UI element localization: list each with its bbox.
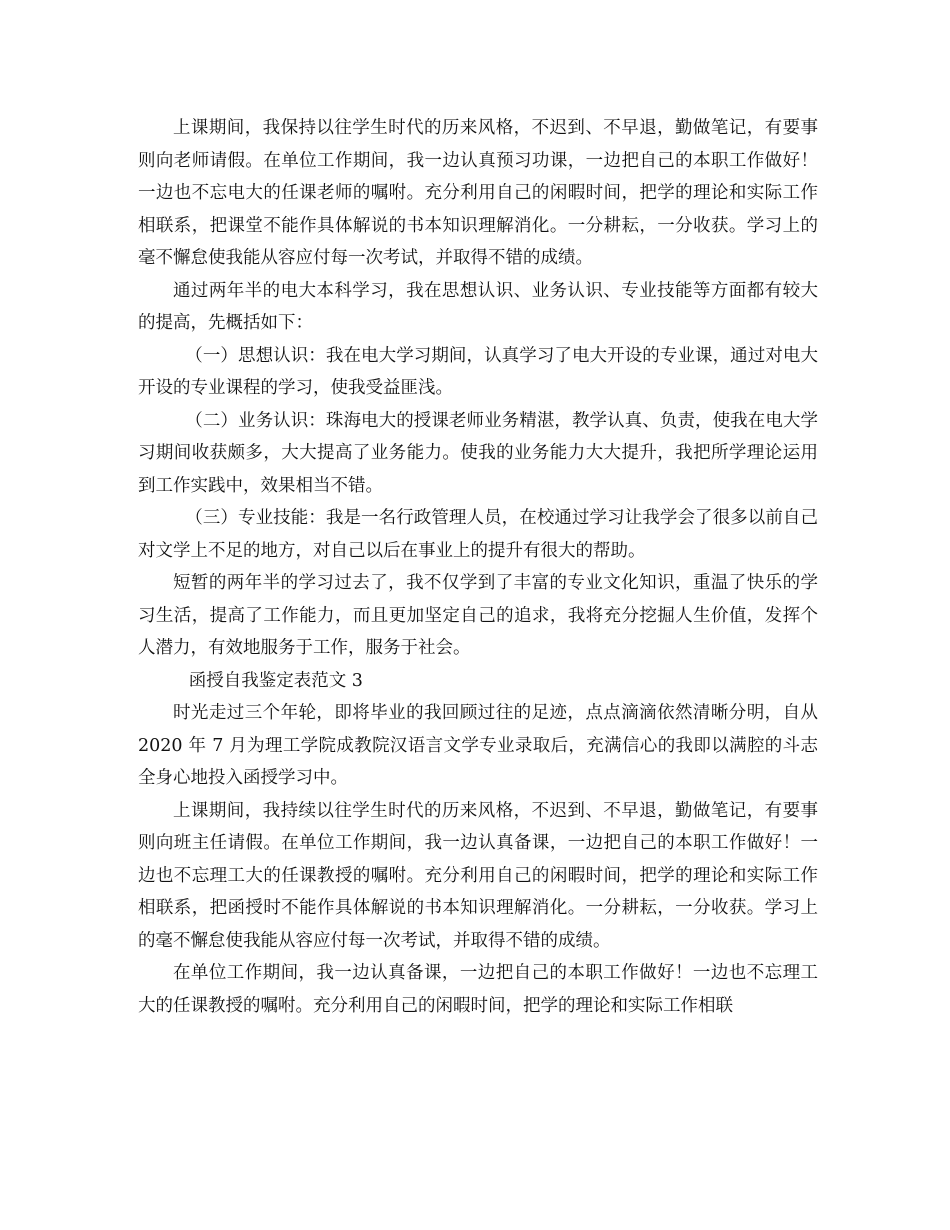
paragraph-study-conclusion: 短暂的两年半的学习过去了，我不仅学到了丰富的专业文化知识，重温了快乐的学习生活，提高了工作能力，而且更加坚定自己的追求，我将充分挖掘人生价值，发挥个人潜力，有效地服务于工作，服务于社会。	[138, 573, 818, 658]
paragraph-ideological-understanding: （一）思想认识：我在电大学习期间，认真学习了电大开设的专业课，通过对电大开设的专业课程的学习，使我受益匪浅。	[138, 345, 818, 398]
section-heading-sample-3: 函授自我鉴定表范文 3	[188, 670, 363, 691]
paragraph-business-understanding: （二）业务认识：珠海电大的授课老师业务精湛，教学认真、负责，使我在电大学习期间收获颇多，大大提高了业务能力。使我的业务能力大大提升，我把所学理论运用到工作实践中，效果相当不错。	[138, 410, 818, 496]
paragraph-study-summary-intro: 通过两年半的电大本科学习，我在思想认识、业务认识、专业技能等方面都有较大的提高，先概括如下：	[138, 280, 818, 333]
paragraph-class-attendance-2: 上课期间，我持续以往学生时代的历来风格，不迟到、不早退，勤做笔记，有要事则向班主任请假。在单位工作期间，我一边认真备课，一边把自己的本职工作做好！一边也不忘理工大的任课教授的嘱咐。充分利用自己的闲暇时间，把学的理论和实际工作相联系，把函授时不能作具体解说的书本知识理解消化。一分耕耘，一分收获。学习上的毫不懈怠使我能从容应付每一次考试，并取得不错的成绩。	[138, 800, 818, 951]
paragraph-work-period: 在单位工作期间，我一边认真备课，一边把自己的本职工作做好！一边也不忘理工大的任课教授的嘱咐。充分利用自己的闲暇时间，把学的理论和实际工作相联	[138, 963, 818, 1016]
paragraph-professional-skills: （三）专业技能：我是一名行政管理人员，在校通过学习让我学会了很多以前自己对文学上不足的地方，对自己以后在事业上的提升有很大的帮助。	[138, 508, 818, 561]
paragraph-class-attendance: 上课期间，我保持以往学生时代的历来风格，不迟到、不早退，勤做笔记，有要事则向老师请假。在单位工作期间，我一边认真预习功课，一边把自己的本职工作做好！一边也不忘电大的任课老师的嘱咐。充分利用自己的闲暇时间，把学的理论和实际工作相联系，把课堂不能作具体解说的书本知识理解消化。一分耕耘，一分收获。学习上的毫不懈怠使我能从容应付每一次考试，并取得不错的成绩。	[138, 118, 818, 268]
document-page	[138, 112, 818, 1022]
paragraph-three-years-review: 时光走过三个年轮，即将毕业的我回顾过往的足迹，点点滴滴依然清晰分明，自从 2020 年 7 月为理工学院成教院汉语言文学专业录取后，充满信心的我即以满腔的斗志全身心地投入函授学习中。	[138, 703, 818, 788]
